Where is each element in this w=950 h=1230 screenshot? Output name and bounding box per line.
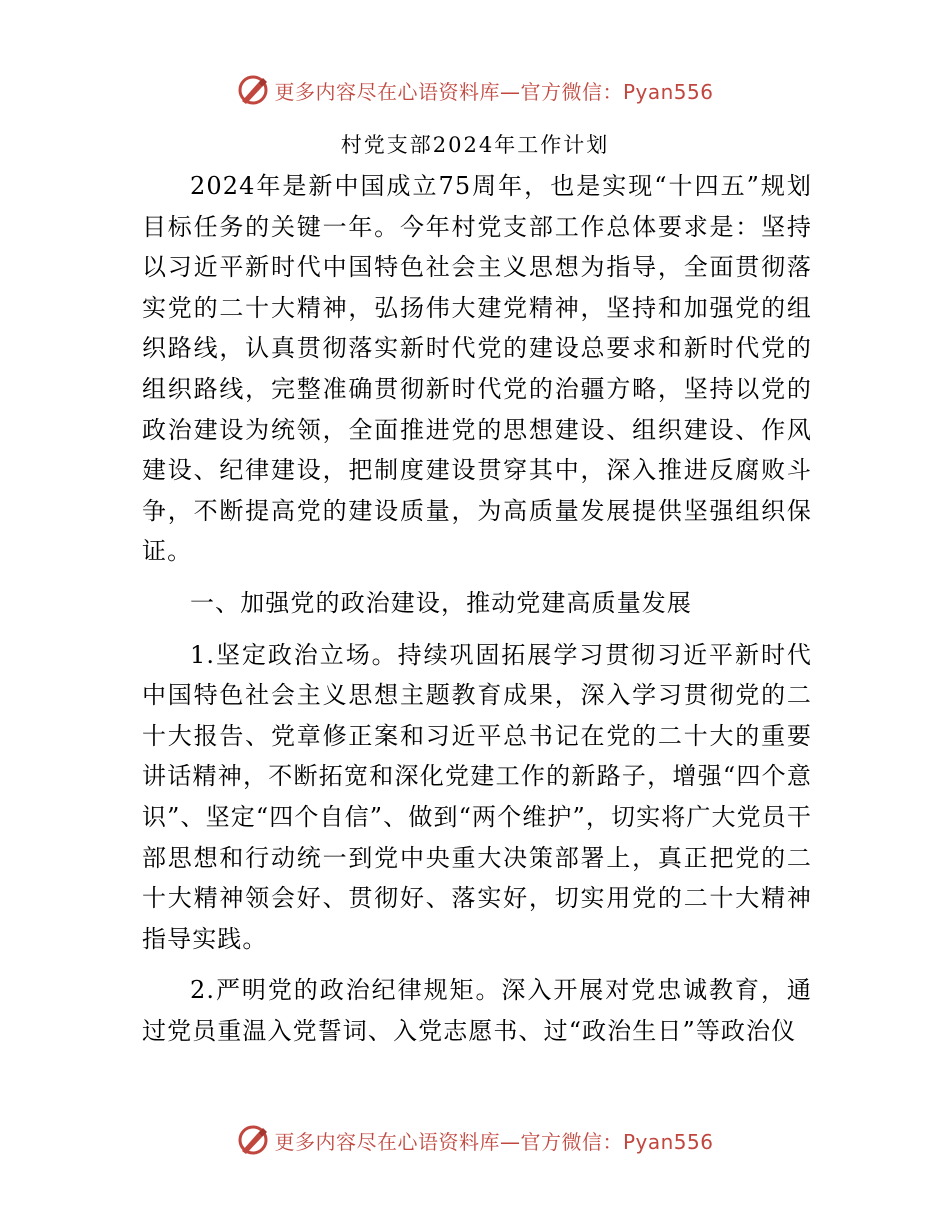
document-body [142, 166, 812, 1062]
watermark-text-bottom: 更多内容尽在心语资料库—官方微信：Pyan556 [274, 1129, 714, 1154]
paragraph-item-2: 2.严明党的政治纪律规矩。深入开展对党忠诚教育，通过党员重温入党誓词、入党志愿书、过“政治生日”等政治仪 [142, 976, 812, 1045]
section-heading-1: 一、加强党的政治建设，推动党建高质量发展 [190, 588, 692, 617]
pen-logo-icon [236, 73, 270, 107]
paragraph-intro: 2024年是新中国成立75周年，也是实现“十四五”规划目标任务的关键一年。今年村党支部工作总体要求是：坚持以习近平新时代中国特色社会主义思想为指导，全面贯彻落实党的二十大精神，弘扬伟大建党精神，坚持和加强党的组织路线，认真贯彻落实新时代党的建设总要求和新时代党的组织路线，完整准确贯彻新时代党的治疆方略，坚持以党的政治建设为统领，全面推进党的思想建设、组织建设、作风建设、纪律建设，把制度建设贯穿其中，深入推进反腐败斗争，不断提高党的建设质量，为高质量发展提供坚强组织保证。 [142, 172, 812, 566]
document-title: 村党支部2024年工作计划 [340, 133, 610, 157]
watermark-banner-bottom [0, 1120, 950, 1160]
watermark-banner-top [0, 70, 950, 110]
watermark-text-top: 更多内容尽在心语资料库—官方微信：Pyan556 [274, 79, 714, 104]
paragraph-item-1: 1.坚定政治立场。持续巩固拓展学习贯彻习近平新时代中国特色社会主义思想主题教育成果，深入学习贯彻党的二十大报告、党章修正案和习近平总书记在党的二十大的重要讲话精神，不断拓宽和深化党建工作的新路子，增强“四个意识”、坚定“四个自信”、做到“两个维护”，切实将广大党员干部思想和行动统一到党中央重大决策部署上，真正把党的二十大精神领会好、贯彻好、落实好，切实用党的二十大精神指导实践。 [142, 640, 812, 953]
pen-logo-icon [236, 1123, 270, 1157]
